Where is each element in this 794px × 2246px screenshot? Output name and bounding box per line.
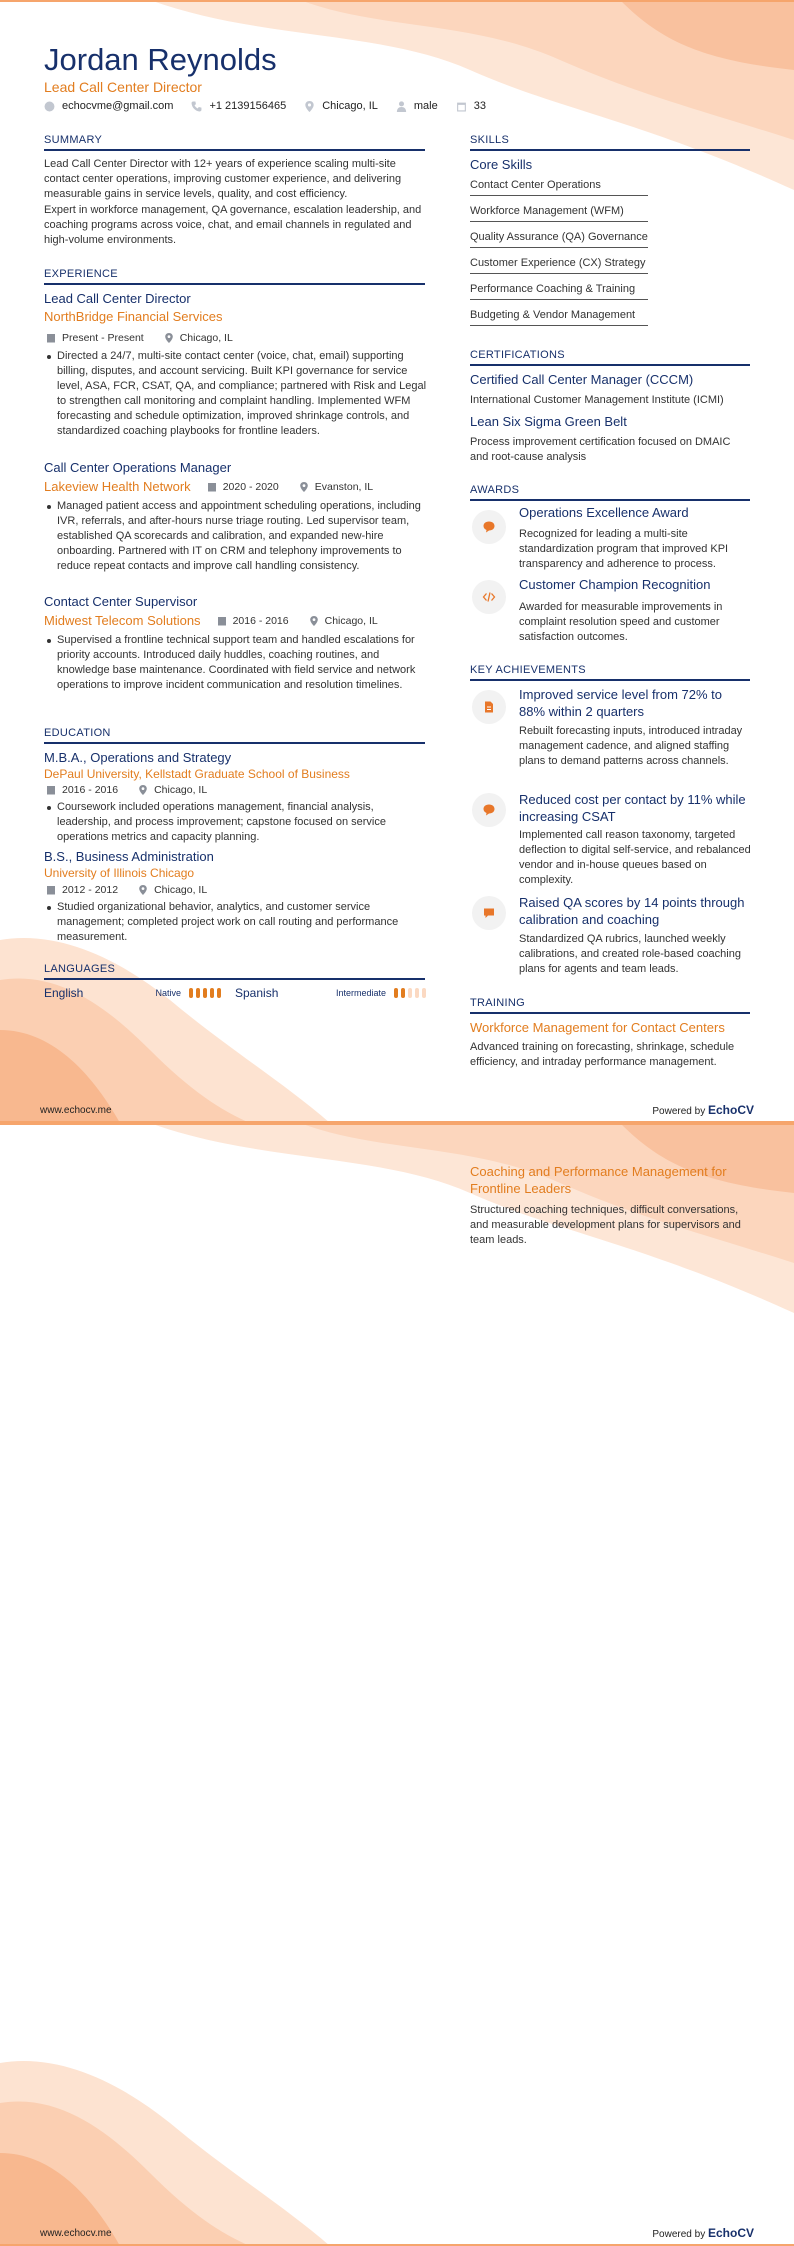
skills-heading: SKILLS: [470, 134, 510, 146]
powered-by-text: Powered by: [652, 2229, 706, 2240]
experience-heading: EXPERIENCE: [44, 268, 118, 280]
footer-website[interactable]: www.echocv.me: [40, 2228, 112, 2239]
exp-3-dates: 2016 - 2016: [232, 614, 289, 627]
languages-row: [44, 986, 426, 1000]
skills-rule: [470, 149, 750, 151]
language-1-level: Native: [155, 988, 181, 998]
certifications-heading: CERTIFICATIONS: [470, 349, 565, 361]
language-1-rating: [189, 988, 221, 998]
training-1-desc: Advanced training on forecasting, shrinkage, schedule efficiency, and intraday performance management.: [470, 1041, 735, 1068]
achievement-2-desc: Implemented call reason taxonomy, targeted deflection to digital self-service, and rebalanced vendor and in-house queues based on complexity.: [519, 829, 751, 886]
summary-rule: [44, 149, 425, 151]
language-item-1: [44, 986, 235, 1000]
cert-2-detail: Process improvement certification focused on DMAIC and root-cause analysis: [470, 436, 731, 463]
location-pin-icon: [164, 333, 174, 343]
location-pin-icon: [138, 785, 148, 795]
training-rule: [470, 1012, 750, 1014]
achievement-1-title: Improved service level from 72% to 88% within 2 quarters: [519, 687, 723, 719]
summary-heading: SUMMARY: [44, 134, 103, 146]
calendar-icon: [207, 482, 217, 492]
exp-3-bullets: [46, 633, 428, 693]
exp-1-bullet: Directed a 24/7, multi-site contact center (voice, chat, email) supporting billing, disputes, and account servicing. Built KPI governance for service level, ASA, FCR, CSAT, QA, and compliance; partnered with Risk and Legal to strengthen call monitoring and complaint handling. Implemented WFM forecasting and schedule optimization, improved shrinkage controls, and standardized coaching playbooks for frontline leaders.: [46, 349, 428, 439]
email-icon: [44, 101, 55, 112]
code-icon: [482, 590, 496, 604]
edu-1-bullet: Coursework included operations management, financial analysis, leadership, and process improvement; capstone focused on service operations metrics and capacity planning.: [46, 800, 428, 845]
contact-row: [44, 100, 504, 112]
exp-2-dates: 2020 - 2020: [222, 480, 279, 493]
exp-1-meta: [46, 332, 253, 344]
age-text: 33: [473, 100, 486, 112]
language-2-rating: [394, 988, 426, 998]
skill-item: Quality Assurance (QA) Governance: [470, 231, 648, 248]
exp-3-company: Midwest Telecom Solutions: [44, 613, 201, 628]
rating-segment: [401, 988, 405, 998]
exp-3-company-row: [44, 613, 398, 628]
contact-email[interactable]: [44, 100, 173, 112]
document-icon: [482, 700, 496, 714]
education-heading: EDUCATION: [44, 727, 111, 739]
calendar-icon: [456, 101, 467, 112]
awards-heading: AWARDS: [470, 484, 520, 496]
phone-icon: [191, 101, 202, 112]
training-heading: TRAINING: [470, 997, 525, 1009]
exp-3-location: Chicago, IL: [324, 614, 378, 627]
rating-segment: [203, 988, 207, 998]
achievement-3-title: Raised QA scores by 14 points through calibration and coaching: [519, 895, 745, 927]
exp-2-company: Lakeview Health Network: [44, 479, 191, 494]
chat-bubble-icon: [482, 803, 496, 817]
exp-2-bullet: Managed patient access and appointment scheduling operations, including IVR, referrals, and after-hours nurse triage routing. Led supervisor team, established QA scorecards and calibration, and expanded new-hire onboarding. Partnered with IT on CRM and telephony improvements to reduce repeat contacts and improve call handling consistency.: [46, 499, 428, 574]
candidate-name: Jordan Reynolds: [44, 42, 277, 77]
calendar-icon: [46, 785, 56, 795]
edu-1-location: Chicago, IL: [154, 784, 208, 796]
footer-powered-by: [652, 2226, 754, 2240]
cert-1-name: Certified Call Center Manager (CCCM): [470, 372, 694, 387]
language-1-name: English: [44, 986, 84, 1000]
cert-1-detail: International Customer Management Institute (ICMI): [470, 394, 724, 406]
email-text: echocvme@gmail.com: [62, 100, 174, 112]
exp-2-role: Call Center Operations Manager: [44, 460, 232, 475]
skill-item: Workforce Management (WFM): [470, 205, 648, 222]
location-pin-icon: [304, 101, 315, 112]
edu-2-school: University of Illinois Chicago: [44, 866, 195, 880]
footer-powered-by: [652, 1103, 754, 1117]
location-text: Chicago, IL: [322, 100, 378, 112]
certifications-rule: [470, 364, 750, 366]
edu-2-bullets: [46, 900, 428, 945]
training-2-desc: Structured coaching techniques, difficult conversations, and measurable development plans for supervisors and team leads.: [470, 1204, 741, 1246]
edu-2-dates: 2012 - 2012: [62, 884, 119, 896]
achievement-1-desc: Rebuilt forecasting inputs, introduced intraday management cadence, and aligned staffing plans to demand patterns across channels.: [519, 725, 743, 767]
award-1-title: Operations Excellence Award: [519, 505, 689, 520]
exp-2-bullets: [46, 499, 428, 574]
summary-paragraph-1: Lead Call Center Director with 12+ years of experience scaling multi-site contact center operations, improving customer experience, and delivering measurable gains in service levels, quality, and cost efficiency.: [44, 158, 402, 200]
skill-item: Contact Center Operations: [470, 179, 648, 196]
edu-2-meta: [46, 884, 227, 896]
edu-2-bullet: Studied organizational behavior, analytics, and customer service management; completed project work on call routing and performance measurement.: [46, 900, 428, 945]
contact-location: [304, 100, 378, 112]
exp-1-dates: Present - Present: [62, 332, 144, 344]
rating-segment: [394, 988, 398, 998]
person-icon: [396, 101, 407, 112]
location-pin-icon: [309, 616, 319, 626]
award-1-desc: Recognized for leading a multi-site standardization program that improved KPI transparency and adherence to process.: [519, 528, 729, 570]
calendar-icon: [46, 885, 56, 895]
exp-1-location: Chicago, IL: [179, 332, 233, 344]
language-item-2: [235, 986, 426, 1000]
location-pin-icon: [299, 482, 309, 492]
candidate-title: Lead Call Center Director: [44, 79, 202, 95]
top-accent-line: [0, 1123, 794, 1125]
phone-text: +1 2139156465: [209, 100, 287, 112]
edu-1-degree: M.B.A., Operations and Strategy: [44, 750, 232, 765]
exp-1-role: Lead Call Center Director: [44, 291, 191, 306]
rating-segment: [415, 988, 419, 998]
rating-segment: [217, 988, 221, 998]
background-wave-decoration: [0, 1123, 794, 2246]
award-2-icon-wrap: [472, 580, 506, 614]
languages-rule: [44, 978, 425, 980]
exp-3-role: Contact Center Supervisor: [44, 594, 198, 609]
award-2-desc: Awarded for measurable improvements in complaint resolution speed and customer satisfaction outcomes.: [519, 601, 723, 643]
edu-1-meta: [46, 784, 227, 796]
awards-rule: [470, 499, 750, 501]
top-accent-line: [0, 0, 794, 2]
award-2-title: Customer Champion Recognition: [519, 577, 711, 592]
powered-by-text: Powered by: [652, 1106, 706, 1117]
language-2-name: Spanish: [235, 986, 279, 1000]
training-2-title: Coaching and Performance Management for Frontline Leaders: [470, 1164, 727, 1196]
achievement-1-icon-wrap: [472, 690, 506, 724]
chat-bubble-icon: [482, 520, 496, 534]
achievement-2-title: Reduced cost per contact by 11% while increasing CSAT: [519, 792, 746, 824]
edu-1-dates: 2016 - 2016: [62, 784, 119, 796]
rating-segment: [196, 988, 200, 998]
skills-group-title: Core Skills: [470, 157, 533, 172]
training-1-title: Workforce Management for Contact Centers: [470, 1020, 725, 1035]
calendar-icon: [217, 616, 227, 626]
contact-gender: [396, 100, 438, 112]
achievement-2-icon-wrap: [472, 793, 506, 827]
edu-2-degree: B.S., Business Administration: [44, 849, 214, 864]
experience-rule: [44, 283, 425, 285]
brand-name: EchoCV: [707, 2226, 754, 2240]
rating-segment: [422, 988, 426, 998]
achievements-heading: KEY ACHIEVEMENTS: [470, 664, 586, 676]
rating-segment: [210, 988, 214, 998]
cert-2-name: Lean Six Sigma Green Belt: [470, 414, 627, 429]
languages-heading: LANGUAGES: [44, 963, 116, 975]
rating-segment: [408, 988, 412, 998]
edu-1-bullets: [46, 800, 428, 845]
language-2-level: Intermediate: [335, 988, 386, 998]
contact-phone[interactable]: [191, 100, 286, 112]
award-1-icon-wrap: [472, 510, 506, 544]
contact-age: [456, 100, 486, 112]
calendar-icon: [46, 333, 56, 343]
exp-1-company: NorthBridge Financial Services: [44, 309, 223, 324]
gender-text: male: [413, 100, 438, 112]
skill-item: Performance Coaching & Training: [470, 283, 648, 300]
brand-name: EchoCV: [707, 1103, 754, 1117]
footer-website[interactable]: www.echocv.me: [40, 1105, 112, 1116]
skill-item: Customer Experience (CX) Strategy: [470, 257, 648, 274]
exp-2-company-row: [44, 479, 393, 494]
edu-1-school: DePaul University, Kellstadt Graduate School of Business: [44, 767, 350, 781]
skill-item: Budgeting & Vendor Management: [470, 309, 648, 326]
resume-page-2: [0, 1123, 794, 2246]
exp-1-bullets: [46, 349, 428, 439]
achievements-rule: [470, 679, 750, 681]
rating-segment: [189, 988, 193, 998]
exp-2-location: Evanston, IL: [314, 480, 374, 493]
message-icon: [482, 906, 496, 920]
achievement-3-icon-wrap: [472, 896, 506, 930]
edu-2-location: Chicago, IL: [154, 884, 208, 896]
exp-3-bullet: Supervised a frontline technical support team and handled escalations for priority accounts. Introduced daily huddles, coaching routines, and knowledge base maintenance. Coordinated with field service and network operations to improve incident communication and resolution timelines.: [46, 633, 428, 693]
education-rule: [44, 742, 425, 744]
location-pin-icon: [138, 885, 148, 895]
achievement-3-desc: Standardized QA rubrics, launched weekly calibrations, and created role-based coaching plans for agents and team leads.: [519, 933, 741, 975]
summary-paragraph-2: Expert in workforce management, QA governance, escalation leadership, and coaching programs across voice, chat, and email channels in regulated and high-volume environments.: [44, 204, 422, 246]
